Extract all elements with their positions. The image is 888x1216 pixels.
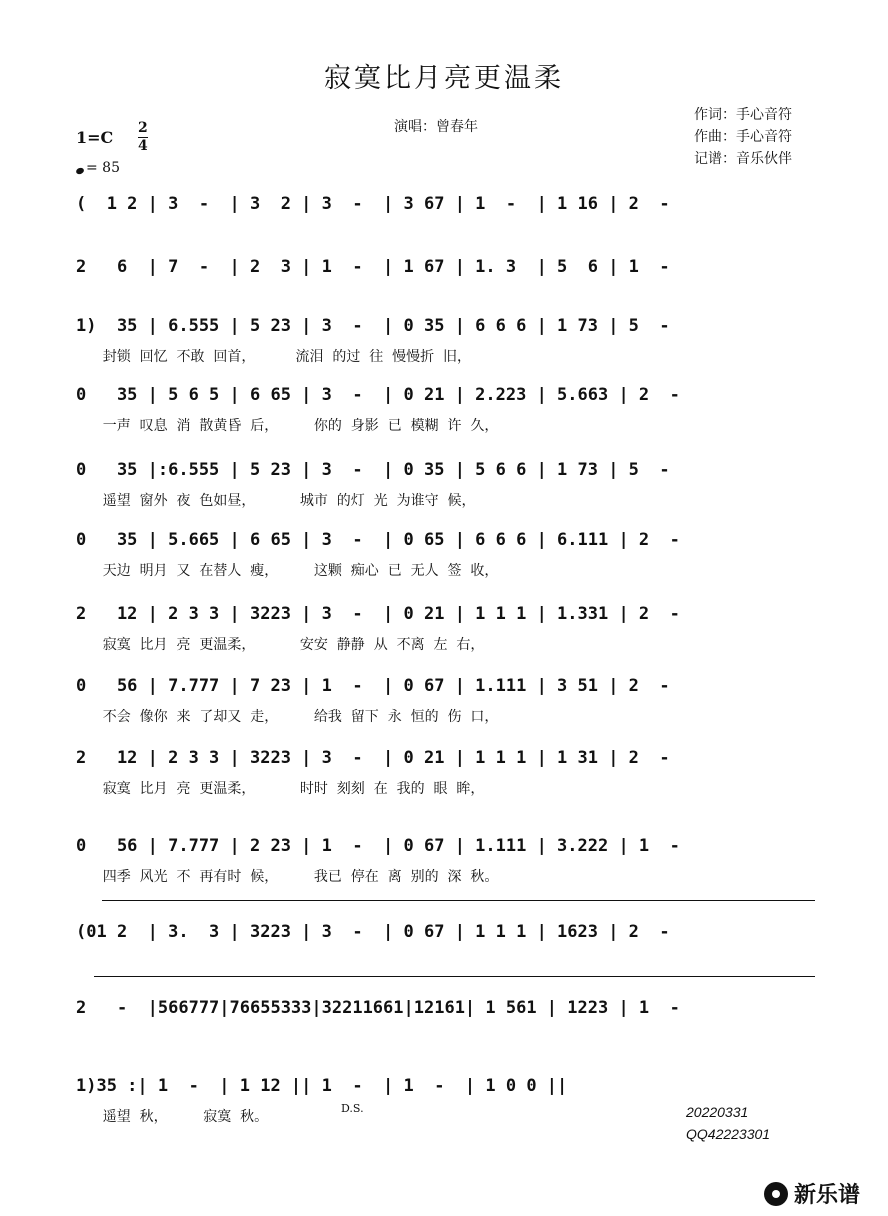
score-row <box>76 672 816 702</box>
meter-bottom: 4 <box>138 138 148 154</box>
lyric-line: 封锁 回忆 不敢 回首， 流泪 的过 往 慢慢折 旧， <box>76 349 472 365</box>
lyricist-credit: 作词：手心音符 <box>694 107 792 123</box>
note-line: 1)35 :| 1 - | 1 12 || 1 - | 1 - | 1 0 0 || <box>76 1076 568 1096</box>
tempo-value: = 85 <box>86 160 120 176</box>
date-stamp: 20220331 <box>686 1104 749 1120</box>
singer-credit: 演唱：曾春年 <box>394 119 478 135</box>
score-row <box>76 1072 816 1102</box>
transcriber-credit: 记谱：音乐伙伴 <box>694 151 792 167</box>
note-line: 0 35 | 5 6 5 | 6 65 | 3 - | 0 21 | 2.223 | 5.663 | 2 - <box>76 385 680 405</box>
score-row <box>76 994 816 1024</box>
note-line: 0 35 |:6.555 | 5 23 | 3 - | 0 35 | 5 6 6 | 1 73 | 5 - <box>76 460 670 480</box>
lyric-line: 四季 风光 不 再有时 候， 我已 停在 离 别的 深 秋。 <box>76 869 499 885</box>
brand-logo <box>764 1178 860 1209</box>
record-disc-icon <box>764 1182 788 1206</box>
note-line: ( 1 2 | 3 - | 3 2 | 3 - | 3 67 | 1 - | 1 16 | 2 - <box>76 194 670 214</box>
score-row <box>76 381 816 411</box>
qq-stamp: QQ42223301 <box>686 1126 771 1142</box>
score-row <box>76 832 816 862</box>
note-line: 2 6 | 7 - | 2 3 | 1 - | 1 67 | 1. 3 | 5 6 | 1 - <box>76 257 670 277</box>
quarter-note-icon <box>75 167 85 175</box>
lyric-line: 寂寞 比月 亮 更温柔， 时时 刻刻 在 我的 眼 眸， <box>76 781 485 797</box>
score-row <box>76 600 816 630</box>
lyric-line: 寂寞 比月 亮 更温柔， 安安 静静 从 不离 左 右， <box>76 637 485 653</box>
note-line: 1) 35 | 6.555 | 5 23 | 3 - | 0 35 | 6 6 6 | 1 73 | 5 - <box>76 316 670 336</box>
section-rule <box>102 900 815 901</box>
key-signature: 1=C <box>76 128 114 147</box>
score-row <box>76 918 816 948</box>
note-line: 0 56 | 7.777 | 2 23 | 1 - | 0 67 | 1.111 | 3.222 | 1 - <box>76 836 680 856</box>
time-signature <box>138 120 148 155</box>
score-row <box>76 456 816 486</box>
lyric-line: 不会 像你 来 了却又 走， 给我 留下 永 恒的 伤 口， <box>76 709 499 725</box>
ds-mark: D.S. <box>341 1102 364 1115</box>
meter-top: 2 <box>138 120 148 136</box>
brand-name: 新乐谱 <box>794 1183 861 1208</box>
lyric-line: 一声 叹息 消 散黄昏 后， 你的 身影 已 模糊 许 久， <box>76 418 499 434</box>
tempo-marking <box>76 160 120 176</box>
lyric-line: 天边 明月 又 在替人 瘦， 这颗 痴心 已 无人 签 收， <box>76 563 499 579</box>
lyric-line: 遥望 窗外 夜 色如昼， 城市 的灯 光 为谁守 候， <box>76 493 476 509</box>
note-line: 2 12 | 2 3 3 | 3223 | 3 - | 0 21 | 1 1 1 | 1.331 | 2 - <box>76 604 680 624</box>
score-row <box>76 253 816 283</box>
note-line: 0 35 | 5.665 | 6 65 | 3 - | 0 65 | 6 6 6 | 6.111 | 2 - <box>76 530 680 550</box>
score-row <box>76 190 816 220</box>
score-row <box>76 526 816 556</box>
lyric-line: 遥望 秋， 寂寞 秋。 <box>76 1109 269 1125</box>
section-rule <box>94 976 815 977</box>
song-title: 寂寞比月亮更温柔 <box>324 63 564 94</box>
note-line: 2 - |566777|76655333|32211661|12161| 1 561 | 1223 | 1 - <box>76 998 680 1018</box>
note-line: 0 56 | 7.777 | 7 23 | 1 - | 0 67 | 1.111 | 3 51 | 2 - <box>76 676 670 696</box>
note-line: (01 2 | 3. 3 | 3223 | 3 - | 0 67 | 1 1 1 | 1623 | 2 - <box>76 922 670 942</box>
composer-credit: 作曲：手心音符 <box>694 129 792 145</box>
score-row <box>76 744 816 774</box>
note-line: 2 12 | 2 3 3 | 3223 | 3 - | 0 21 | 1 1 1 | 1 31 | 2 - <box>76 748 670 768</box>
score-row <box>76 312 816 342</box>
